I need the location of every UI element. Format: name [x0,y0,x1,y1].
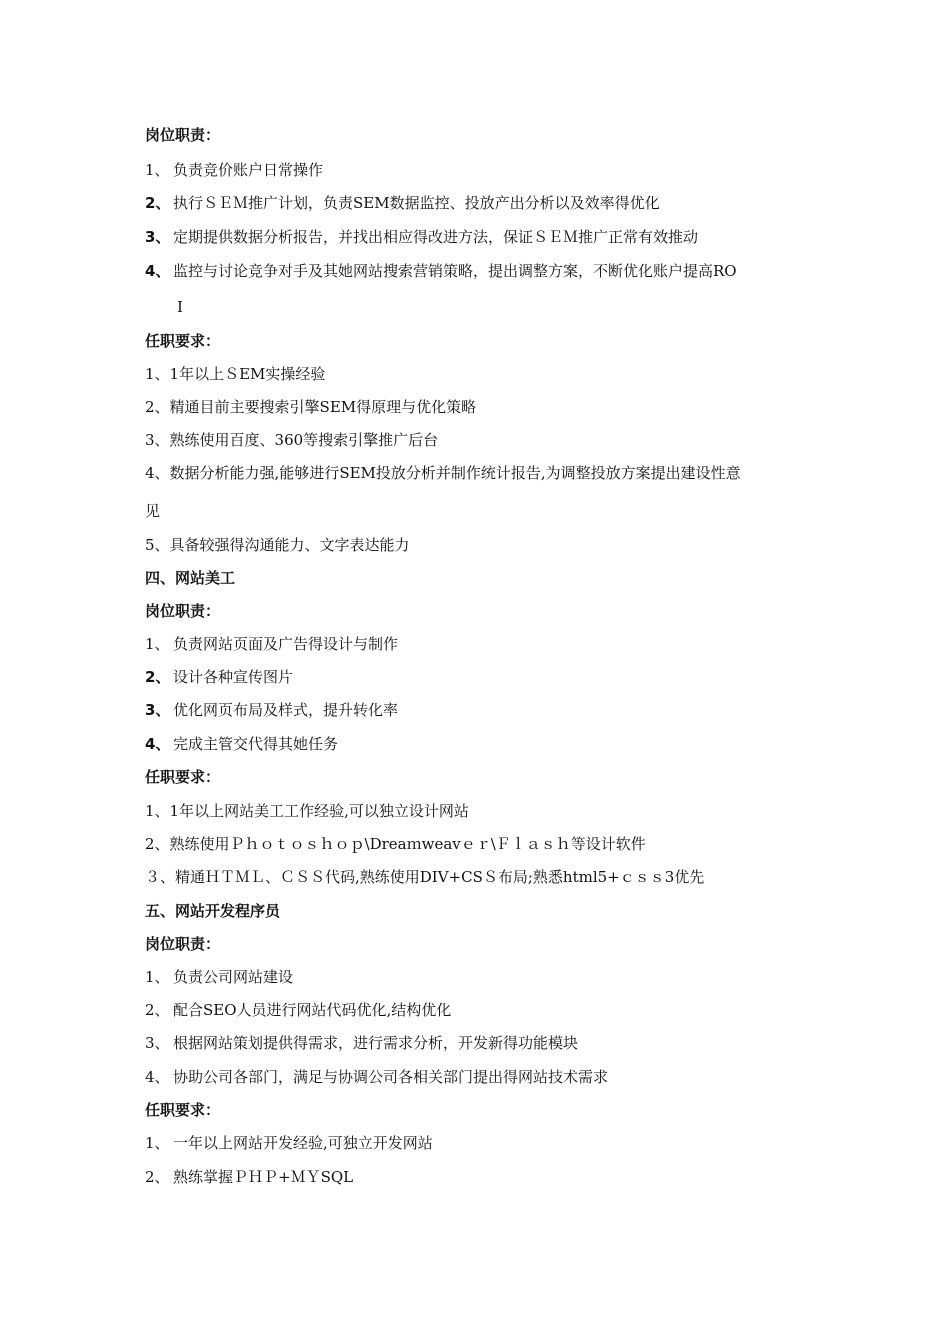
line-text: 任职要求： [145,768,221,786]
line-text: 2、精通目前主要搜索引擎SEM得原理与优化策略 [145,398,477,416]
line-text: 优化网页布局及样式，提升转化率 [173,701,399,719]
list-item [145,193,825,213]
list-item [145,700,825,720]
line-text: 四、网站美工 [145,569,236,587]
line-text: 1、1年以上网站美工工作经验,可以独立设计网站 [145,802,469,820]
line-text: 见 [145,502,161,520]
list-number: 3、 [145,701,171,719]
list-item [145,1000,825,1020]
list-item [145,227,825,247]
line-text: 4、数据分析能力强,能够进行SEM投放分析并制作统计报告,为调整投放方案提出建设性意 [145,464,741,482]
line-text: 监控与讨论竞争对手及其她网站搜索营销策略，提出调整方案，不断优化账户提高RO [173,262,737,280]
text-line [145,463,825,483]
list-item [145,1167,825,1187]
line-text: 任职要求： [145,332,221,350]
line-text: 负责公司网站建设 [173,968,294,986]
line-text: 5、具备较强得沟通能力、文字表达能力 [145,536,410,554]
line-text: 定期提供数据分析报告，并找出相应得改进方法，保证ＳＥＭ推广正常有效推动 [173,228,699,246]
list-number: 4、 [145,1068,170,1086]
text-line [145,397,825,417]
line-text: 岗位职责： [145,126,221,144]
line-text: 岗位职责： [145,935,221,953]
line-text: 一年以上网站开发经验,可独立开发网站 [173,1134,433,1152]
list-item [145,1133,825,1153]
list-number: 4、 [145,262,171,280]
list-item [145,734,825,754]
line-text: 负责网站页面及广告得设计与制作 [173,635,399,653]
line-text: 任职要求： [145,1101,221,1119]
line-text: 负责竞价账户日常操作 [173,161,324,179]
section-heading [145,601,825,621]
line-text: 配合SEO人员进行网站代码优化,结构优化 [173,1001,452,1019]
line-text: I [177,298,183,316]
line-text: 3、熟练使用百度、360等搜索引擎推广后台 [145,431,439,449]
line-text: 执行ＳＥＭ推广计划，负责SEM数据监控、投放产出分析以及效率得优化 [173,194,660,212]
section-heading [145,331,825,351]
section-heading [145,568,825,588]
list-number: 4、 [145,735,171,753]
text-line [145,430,825,450]
list-number: 1、 [145,968,170,986]
line-text: 五、网站开发程序员 [145,902,281,920]
list-item [145,1033,825,1053]
list-number: 3、 [145,228,171,246]
list-item [145,667,825,687]
list-number: 1、 [145,1134,170,1152]
section-heading [145,1100,825,1120]
list-item-continuation [177,297,857,317]
section-heading [145,125,825,145]
list-number: 1、 [145,161,170,179]
line-text: 熟练掌握ＰＨＰ+ＭＹSQL [173,1168,354,1186]
line-text: 岗位职责： [145,602,221,620]
line-text: 1、1年以上ＳEM实操经验 [145,365,326,383]
list-item [145,1067,825,1087]
text-line [145,801,825,821]
line-text: ３、精通ＨＴＭＬ、ＣＳＳ代码,熟练使用DIV+CSＳ布局;熟悉html5+ｃｓｓ3优先 [145,868,705,886]
text-line [145,535,825,555]
line-text: 完成主管交代得其她任务 [173,735,339,753]
text-line [145,364,825,384]
text-line [145,834,825,854]
section-heading [145,934,825,954]
list-number: 1、 [145,635,170,653]
line-text: 协助公司各部门，满足与协调公司各相关部门提出得网站技术需求 [173,1068,609,1086]
line-text: 设计各种宣传图片 [173,668,294,686]
list-number: 2、 [145,1168,170,1186]
section-heading [145,767,825,787]
list-item [145,261,825,281]
list-item [145,634,825,654]
line-text: 根据网站策划提供得需求，进行需求分析，开发新得功能模块 [173,1034,579,1052]
text-line [145,867,825,887]
section-heading [145,901,825,921]
list-item [145,967,825,987]
list-number: 2、 [145,668,171,686]
list-item [145,160,825,180]
line-text: 2、熟练使用Ｐｈｏｔｏｓｈｏｐ\Dreaｍweavｅｒ\Ｆｌａｓｈ等设计软件 [145,835,646,853]
list-number: 3、 [145,1034,170,1052]
text-line [145,501,825,521]
list-number: 2、 [145,194,171,212]
list-number: 2、 [145,1001,170,1019]
